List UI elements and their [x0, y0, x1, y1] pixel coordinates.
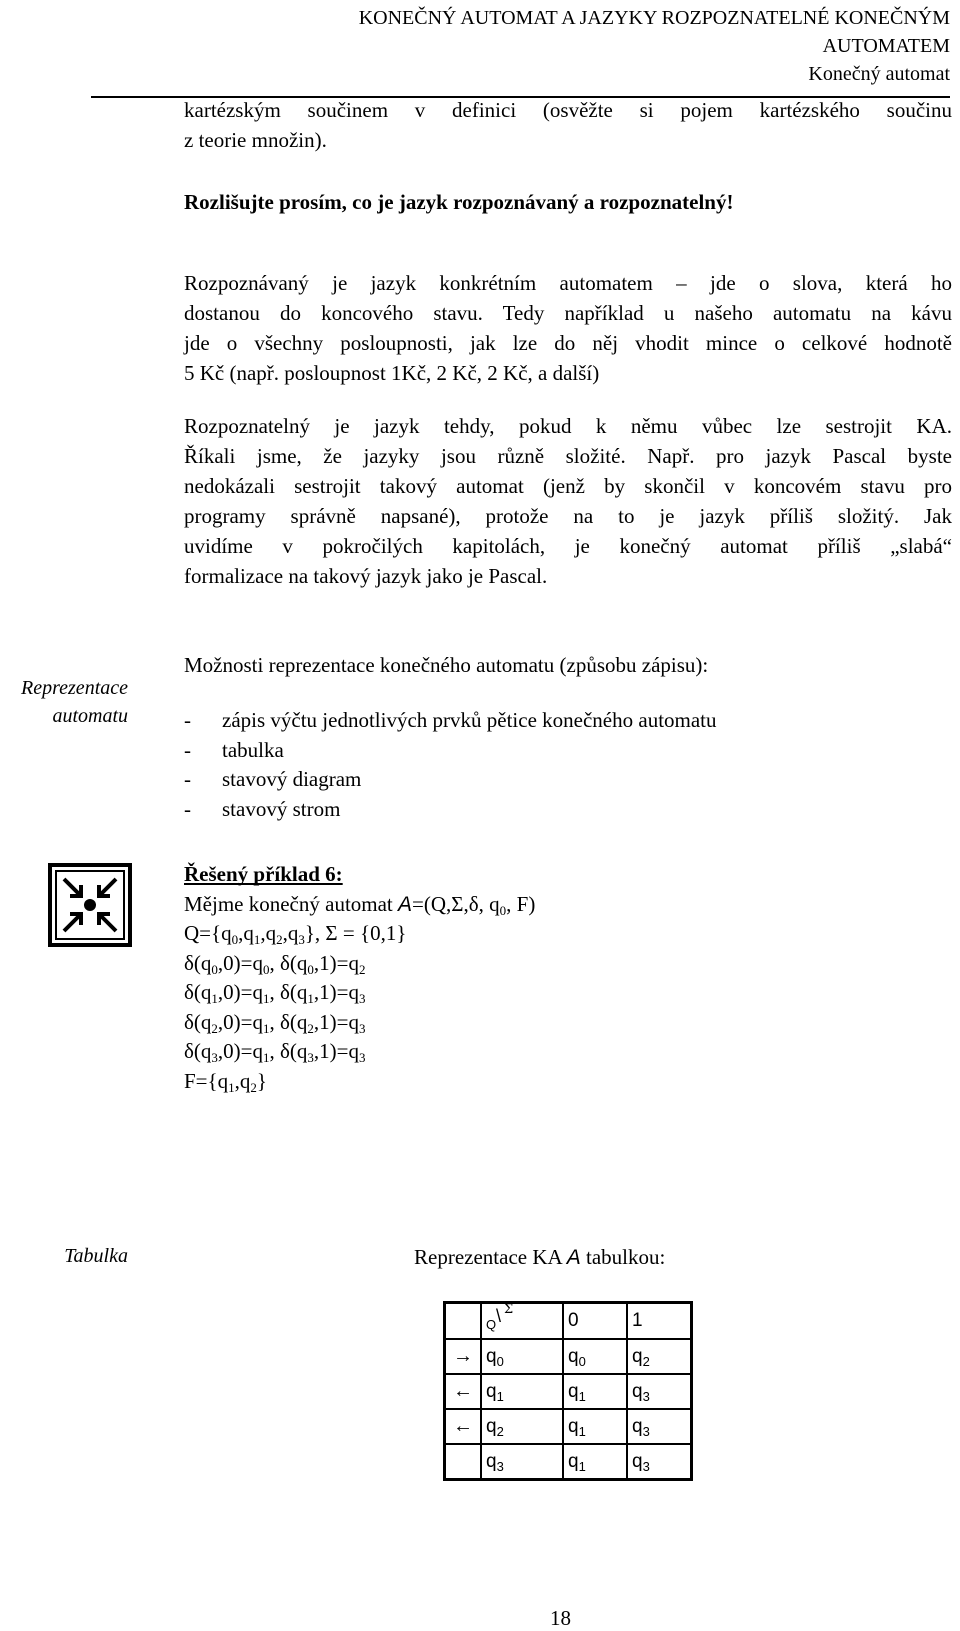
state-cell: $q_0$: [481, 1339, 563, 1374]
text-line: nedokázali sestrojit takový automat (jenž by skončil v koncovém stavu pro: [184, 474, 952, 498]
header-title-line1: KONEČNÝ AUTOMAT A JAZYKY ROZPOZNATELNÉ KONEČNÝM: [358, 7, 950, 29]
list-dash: -: [184, 767, 191, 791]
transition-cell: $q_3$: [627, 1409, 691, 1444]
final-state-arrow: ←: [445, 1409, 481, 1444]
margin-note-table: Tabulka: [64, 1245, 128, 1267]
table-cell-empty: [445, 1303, 481, 1339]
representation-list: [184, 706, 717, 824]
initial-state-arrow: →: [445, 1339, 481, 1374]
table-row: [445, 1374, 691, 1409]
list-dash: -: [184, 796, 191, 821]
page-number: 18: [550, 1606, 571, 1630]
margin-note-line: Reprezentace: [21, 677, 128, 699]
text-line: jde o všechny posloupnosti, jak lze do něj vhodit mince o celkové hodnotě: [184, 331, 952, 355]
intro-paragraph: [184, 95, 952, 155]
text-line: dostanou do koncového stavu. Tedy například u našeho automatu na kávu: [184, 301, 952, 325]
transition-cell: $q_0$: [563, 1339, 627, 1374]
list-item-text: tabulka: [222, 737, 284, 762]
list-item: [184, 795, 717, 825]
table-row: [445, 1339, 691, 1374]
list-item-text: stavový strom: [222, 796, 341, 821]
margin-note-representation: [0, 674, 128, 730]
example-final-states: $F=\{q_1,q_2\}$: [184, 1068, 267, 1095]
table-header-row: [445, 1303, 691, 1339]
example-transition: $\delta(q_3,0)=q_1$, $\delta(q_3,1)=q_3$: [184, 1039, 366, 1065]
text-line: z teorie množin).: [184, 128, 327, 152]
running-header: [359, 4, 950, 88]
list-item: [184, 765, 717, 795]
list-dash: -: [184, 737, 191, 762]
arrows-converging-icon: [48, 863, 132, 947]
transition-cell: $q_3$: [627, 1374, 691, 1409]
example-states: $Q=\{q_0,q_1,q_2,q_3\}$, Σ = {0,1}: [184, 921, 407, 947]
text-line: Rozpoznávaný je jazyk konkrétním automatem – jde o slova, která ho: [184, 271, 952, 295]
example-definition: Mějme konečný automat A=(Q,Σ,δ, $q_0$, F): [184, 891, 536, 918]
text-line: programy správně napsané), protože na to je jazyk příliš složitý. Jak: [184, 504, 952, 528]
list-item: [184, 706, 717, 736]
state-cell: $q_3$: [481, 1444, 563, 1479]
table-cell-empty: [445, 1444, 481, 1479]
example-transition: $\delta(q_2,0)=q_1$, $\delta(q_2,1)=q_3$: [184, 1009, 366, 1036]
state-cell: $q_2$: [481, 1409, 563, 1444]
list-item-text: stavový diagram: [222, 767, 362, 791]
list-item: [184, 736, 717, 766]
table-row: [445, 1444, 691, 1479]
representation-intro: Možnosti reprezentace konečného automatu (způsobu zápisu):: [184, 653, 709, 677]
table-header-cell: 0: [563, 1303, 627, 1339]
header-section: Konečný automat: [808, 63, 950, 85]
table-header-cell: 1: [627, 1303, 691, 1339]
example-title: Řešený příklad 6:: [184, 862, 343, 886]
text-line: kartézským součinem v definici (osvěžte si pojem kartézského součinu: [184, 98, 952, 122]
text-line: formalizace na takový jazyk jako je Pascal.: [184, 564, 548, 588]
margin-note-line: automatu: [52, 705, 128, 727]
example-transition: $\delta(q_0,0)=q_0$, $\delta(q_0,1)=q_2$: [184, 950, 366, 977]
solved-example: [184, 860, 535, 1096]
table-corner-cell: Q \ Σ: [481, 1303, 563, 1339]
transition-cell: $q_3$: [627, 1444, 691, 1479]
transition-table: [443, 1301, 693, 1481]
list-dash: -: [184, 708, 191, 732]
table-caption: Reprezentace KA A tabulkou:: [414, 1245, 666, 1269]
final-state-arrow: ←: [445, 1374, 481, 1409]
transition-cell: $q_1$: [563, 1374, 627, 1409]
text-line: Říkali jsme, že jazyky jsou různě složité. Např. pro jazyk Pascal byste: [184, 444, 952, 468]
header-title-line2: AUTOMATEM: [822, 35, 950, 57]
state-cell: $q_1$: [481, 1374, 563, 1409]
table-row: [445, 1409, 691, 1444]
text-line: uvidíme v pokročilých kapitolách, je konečný automat příliš „slabá“: [184, 534, 952, 558]
recognized-paragraph: [184, 268, 952, 388]
text-line: Rozpoznatelný je jazyk tehdy, pokud k němu vůbec lze sestrojit KA.: [184, 414, 952, 438]
distinguish-note: Rozlišujte prosím, co je jazyk rozpoznávaný a rozpoznatelný!: [184, 190, 734, 214]
example-transition: $\delta(q_1,0)=q_1$, $\delta(q_1,1)=q_3$: [184, 980, 366, 1006]
recognizable-paragraph: [184, 411, 952, 591]
text-line: 5 Kč (např. posloupnost 1Kč, 2 Kč, 2 Kč, a další): [184, 361, 600, 385]
list-item-text: zápis výčtu jednotlivých prvků pětice konečného automatu: [222, 708, 717, 732]
transition-cell: $q_2$: [627, 1339, 691, 1374]
transition-cell: $q_1$: [563, 1409, 627, 1444]
transition-cell: $q_1$: [563, 1444, 627, 1479]
